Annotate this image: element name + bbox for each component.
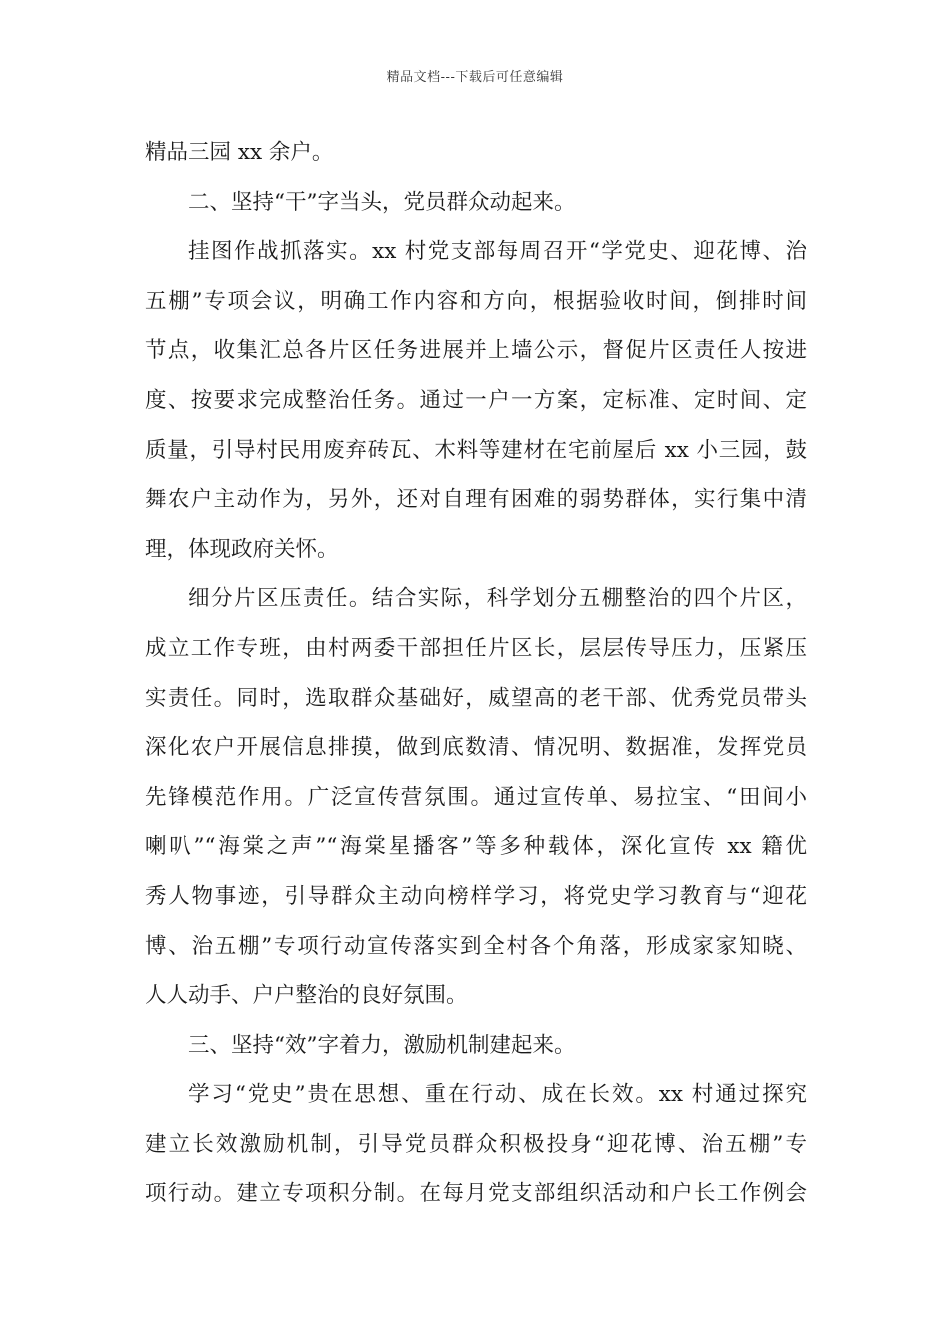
text-line-11: 成立工作专班，由村两委干部担任片区长，层层传导压力，压紧压	[145, 635, 807, 661]
text-line-20: 学习“党史”贵在思想、重在行动、成在长效。xx 村通过探究	[188, 1082, 807, 1108]
text-line-5: 节点，收集汇总各片区任务进展并上墙公示，督促片区责任人按进	[145, 338, 807, 364]
text-line-16: 秀人物事迹，引导群众主动向榜样学习，将党史学习教育与“迎花	[145, 883, 807, 909]
text-line-12: 实责任。同时，选取群众基础好，威望高的老干部、优秀党员带头	[145, 685, 807, 711]
text-line-7: 质量，引导村民用废弃砖瓦、木料等建材在宅前屋后 xx 小三园，鼓	[145, 437, 807, 463]
text-line-19: 三、坚持“效”字着力，激励机制建起来。	[188, 1032, 576, 1058]
text-line-22: 项行动。建立专项积分制。在每月党支部组织活动和户长工作例会	[145, 1181, 807, 1207]
text-line-8: 舞农户主动作为，另外，还对自理有困难的弱势群体，实行集中清	[145, 487, 807, 513]
text-line-15: 喇叭”“海棠之声”“海棠星播客”等多种载体，深化宣传 xx 籍优	[145, 834, 807, 860]
text-line-9: 理，体现政府关怀。	[145, 536, 339, 562]
text-line-10: 细分片区压责任。结合实际，科学划分五棚整治的四个片区，	[188, 586, 807, 612]
document-body	[145, 128, 807, 1219]
text-line-21: 建立长效激励机制，引导党员群众积极投身“迎花博、治五棚”专	[145, 1131, 807, 1157]
text-line-13: 深化农户开展信息排摸，做到底数清、情况明、数据准，发挥党员	[145, 735, 807, 761]
text-line-2: 二、坚持“干”字当头，党员群众动起来。	[188, 189, 576, 215]
text-line-4: 五棚”专项会议，明确工作内容和方向，根据验收时间，倒排时间	[145, 288, 807, 314]
text-line-18: 人人动手、户户整治的良好氛围。	[145, 983, 468, 1009]
text-line-3: 挂图作战抓落实。xx 村党支部每周召开“学党史、迎花博、治	[188, 239, 807, 265]
text-line-17: 博、治五棚”专项行动宣传落实到全村各个角落，形成家家知晓、	[145, 933, 807, 959]
page-header: 精品文档---下载后可任意编辑	[386, 70, 564, 85]
text-line-14: 先锋模范作用。广泛宣传营氛围。通过宣传单、易拉宝、“田间小	[145, 784, 807, 810]
text-line-6: 度、按要求完成整治任务。通过一户一方案，定标准、定时间、定	[145, 387, 807, 413]
text-line-1: 精品三园 xx 余户。	[145, 140, 334, 165]
